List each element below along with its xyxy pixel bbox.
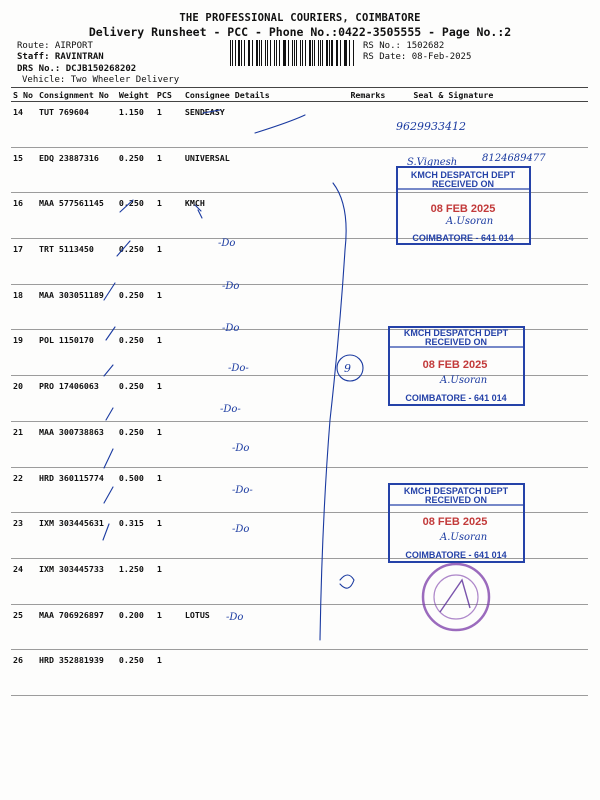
table-row xyxy=(11,193,588,239)
cell-consignment-no: MAA 300738863 xyxy=(37,421,117,467)
cell-pcs: 1 xyxy=(155,239,183,285)
table-row xyxy=(11,467,588,513)
col-header-consignee: Consignee Details xyxy=(183,88,349,102)
barcode-bar xyxy=(248,40,249,66)
barcode-bar xyxy=(296,40,297,66)
cell-pcs: 1 xyxy=(155,147,183,193)
barcode-bar xyxy=(244,40,245,66)
ditto-mark: -Do xyxy=(232,443,250,454)
col-header-sno: S No xyxy=(11,88,37,102)
cell-weight: 0.500 xyxy=(117,467,155,513)
barcode-bar xyxy=(270,40,272,66)
barcode-bar xyxy=(284,40,285,66)
table-row xyxy=(11,650,588,696)
cell-consignment-no: PRO 17406063 xyxy=(37,376,117,422)
col-header-seal: Seal & Signature xyxy=(387,88,588,102)
barcode-bar xyxy=(329,40,330,66)
barcode-bar xyxy=(309,40,310,66)
barcode-bar xyxy=(230,40,231,66)
barcode-bar xyxy=(249,40,250,66)
cell-seal-signature xyxy=(387,239,588,285)
cell-remarks xyxy=(348,193,387,239)
cell-weight: 0.250 xyxy=(117,421,155,467)
cell-consignee xyxy=(183,284,349,330)
cell-remarks xyxy=(348,284,387,330)
cell-consignment-no: TRT 5113450 xyxy=(37,239,117,285)
cell-consignee xyxy=(183,650,349,696)
ditto-mark: -Do xyxy=(218,238,236,249)
cell-pcs: 1 xyxy=(155,284,183,330)
cell-consignment-no: IXM 303445631 xyxy=(37,513,117,559)
cell-consignee xyxy=(183,421,349,467)
stamp-received: RECEIVED ON xyxy=(424,495,488,505)
cell-consignee xyxy=(183,558,349,604)
cell-weight: 0.250 xyxy=(117,147,155,193)
vehicle-label: Vehicle: Two Wheeler Delivery xyxy=(22,75,180,85)
cell-remarks xyxy=(348,467,387,513)
cell-pcs: 1 xyxy=(155,467,183,513)
cell-sno: 26 xyxy=(11,650,37,696)
barcode-bar xyxy=(276,40,277,66)
cell-seal-signature xyxy=(387,604,588,650)
cell-pcs: 1 xyxy=(155,650,183,696)
cell-consignment-no: HRD 360115774 xyxy=(37,467,117,513)
ditto-mark: -Do xyxy=(232,524,250,535)
barcode-bar xyxy=(261,40,262,66)
barcode-bar xyxy=(267,40,268,66)
cell-consignee: LOTUS xyxy=(183,604,349,650)
stamp-city: COIMBATORE - 641 014 xyxy=(405,393,507,403)
cell-seal-signature xyxy=(387,421,588,467)
barcode-bar xyxy=(318,40,319,66)
barcode-bar xyxy=(337,40,338,66)
cell-remarks xyxy=(348,513,387,559)
barcode-bar xyxy=(294,40,295,66)
cell-pcs: 1 xyxy=(155,193,183,239)
cell-remarks xyxy=(348,421,387,467)
table-row xyxy=(11,513,588,559)
barcode-bar xyxy=(292,40,293,66)
barcode-bar xyxy=(300,40,301,66)
stamp-dept: KMCH DESPATCH DEPT xyxy=(410,170,516,180)
cell-sno: 16 xyxy=(11,193,37,239)
barcode-bar xyxy=(353,40,354,66)
ditto-mark: -Do- xyxy=(220,404,241,415)
cell-pcs: 1 xyxy=(155,376,183,422)
table-row xyxy=(11,604,588,650)
cell-weight: 0.250 xyxy=(117,193,155,239)
col-header-pcs: PCS xyxy=(155,88,183,102)
col-header-consignment: Consignment No xyxy=(37,88,117,102)
stamp-date: 08 FEB 2025 xyxy=(422,516,488,528)
cell-seal-signature xyxy=(387,467,588,513)
stamp-dept: KMCH DESPATCH DEPT xyxy=(403,328,509,338)
barcode-bar xyxy=(305,40,307,66)
runsheet-table xyxy=(11,87,588,696)
ditto-mark: -Do xyxy=(222,323,240,334)
barcode-bar xyxy=(349,40,350,66)
barcode-bar xyxy=(314,40,315,66)
cell-sno: 17 xyxy=(11,239,37,285)
barcode-bar xyxy=(331,40,332,66)
barcode-bar xyxy=(302,40,303,66)
runsheet-subtitle: Delivery Runsheet - PCC - Phone No.:0422-3505555 - Page No.:2 xyxy=(88,25,512,39)
cell-consignment-no: MAA 706926897 xyxy=(37,604,117,650)
signature-phone-2: 8124689477 xyxy=(482,153,546,164)
table-row xyxy=(11,284,588,330)
table-row xyxy=(11,558,588,604)
barcode-bar xyxy=(312,40,313,66)
cell-remarks xyxy=(348,604,387,650)
cell-weight: 0.250 xyxy=(117,330,155,376)
cell-remarks xyxy=(348,558,387,604)
cell-consignee xyxy=(183,330,349,376)
cell-sno: 21 xyxy=(11,421,37,467)
cell-consignee xyxy=(183,467,349,513)
cell-consignment-no: MAA 577561145 xyxy=(37,193,117,239)
cell-consignment-no: POL 1150170 xyxy=(37,330,117,376)
table-row xyxy=(11,239,588,285)
cell-sno: 24 xyxy=(11,558,37,604)
barcode-bar xyxy=(252,40,253,66)
col-header-weight: Weight xyxy=(117,88,155,102)
table-row xyxy=(11,330,588,376)
cell-pcs: 1 xyxy=(155,102,183,148)
cell-sno: 22 xyxy=(11,467,37,513)
cell-sno: 20 xyxy=(11,376,37,422)
barcode-bar xyxy=(259,40,260,66)
cell-seal-signature xyxy=(387,102,588,148)
table-row xyxy=(11,421,588,467)
stamp-date: 08 FEB 2025 xyxy=(422,359,488,371)
stamp-received: RECEIVED ON xyxy=(424,337,488,347)
cell-weight: 0.250 xyxy=(117,376,155,422)
cell-consignee: SENDEASY xyxy=(183,102,349,148)
signature-phone: 9629933412 xyxy=(396,120,466,133)
cell-seal-signature xyxy=(387,193,588,239)
cell-weight: 1.250 xyxy=(117,558,155,604)
cell-remarks xyxy=(348,650,387,696)
cell-consignee: KMCH xyxy=(183,193,349,239)
barcode-bar xyxy=(326,40,328,66)
cell-pcs: 1 xyxy=(155,421,183,467)
cell-pcs: 1 xyxy=(155,558,183,604)
cell-consignment-no: HRD 352881939 xyxy=(37,650,117,696)
barcode-bar xyxy=(241,40,242,66)
stamp-date: 08 FEB 2025 xyxy=(430,203,496,215)
cell-seal-signature xyxy=(387,147,588,193)
drs-number: DRS No.: DCJB150268202 xyxy=(17,64,137,74)
cell-remarks xyxy=(348,147,387,193)
cell-sno: 14 xyxy=(11,102,37,148)
cell-sno: 19 xyxy=(11,330,37,376)
cell-weight: 0.250 xyxy=(117,284,155,330)
circled-number: 9 xyxy=(344,362,351,375)
barcode-bar xyxy=(345,40,347,66)
barcode-bar xyxy=(344,40,345,66)
stamp-received: RECEIVED ON xyxy=(431,179,495,189)
rs-date: RS Date: 08-Feb-2025 xyxy=(363,52,472,62)
cell-seal-signature xyxy=(387,513,588,559)
cell-remarks xyxy=(348,102,387,148)
stamp-city: COIMBATORE - 641 014 xyxy=(405,550,507,560)
staff-label: Staff: RAVINTRAN xyxy=(17,52,104,62)
barcode-bar xyxy=(235,40,236,66)
cell-pcs: 1 xyxy=(155,604,183,650)
barcode-bar xyxy=(320,40,321,66)
cell-sno: 23 xyxy=(11,513,37,559)
cell-seal-signature xyxy=(387,284,588,330)
cell-consignment-no: TUT 769604 xyxy=(37,102,117,148)
cell-weight: 1.150 xyxy=(117,102,155,148)
stamp-dept: KMCH DESPATCH DEPT xyxy=(403,486,509,496)
cell-sno: 18 xyxy=(11,284,37,330)
barcode-bar xyxy=(265,40,266,66)
barcode-bar xyxy=(256,40,258,66)
route-label: Route: AIRPORT xyxy=(17,41,93,51)
cell-seal-signature xyxy=(387,330,588,376)
cell-consignee: UNIVERSAL xyxy=(183,147,349,193)
table-header-row xyxy=(11,88,588,102)
ditto-mark: -Do- xyxy=(232,485,253,496)
cell-pcs: 1 xyxy=(155,330,183,376)
barcode-bar xyxy=(238,40,240,66)
received-by: A.Usoran xyxy=(440,375,488,386)
barcode-bar xyxy=(274,40,275,66)
table-row xyxy=(11,376,588,422)
cell-consignee xyxy=(183,239,349,285)
rs-number: RS No.: 1502682 xyxy=(363,41,445,51)
cell-weight: 0.315 xyxy=(117,513,155,559)
cell-consignment-no: EDQ 23887316 xyxy=(37,147,117,193)
company-title: THE PROFESSIONAL COURIERS, COIMBATORE xyxy=(179,12,421,24)
cell-seal-signature xyxy=(387,650,588,696)
stamp-city: COIMBATORE - 641 014 xyxy=(412,233,514,243)
received-by: A.Usoran xyxy=(440,532,488,543)
barcode-bar xyxy=(288,40,290,66)
barcode-bar xyxy=(232,40,233,66)
barcode-bar xyxy=(340,40,341,66)
cell-pcs: 1 xyxy=(155,513,183,559)
barcode xyxy=(230,40,355,66)
barcode-bar xyxy=(283,40,284,66)
cell-seal-signature xyxy=(387,376,588,422)
barcode-bar xyxy=(279,40,280,66)
barcode-bar xyxy=(336,40,337,66)
cell-weight: 0.200 xyxy=(117,604,155,650)
ditto-mark: -Do xyxy=(226,612,244,623)
cell-weight: 0.250 xyxy=(117,239,155,285)
cell-sno: 15 xyxy=(11,147,37,193)
cell-remarks xyxy=(348,376,387,422)
cell-seal-signature xyxy=(387,558,588,604)
table-row xyxy=(11,147,588,193)
cell-remarks xyxy=(348,330,387,376)
ditto-mark: -Do- xyxy=(228,363,249,374)
cell-consignment-no: MAA 303051189 xyxy=(37,284,117,330)
cell-sno: 25 xyxy=(11,604,37,650)
cell-consignee xyxy=(183,513,349,559)
ditto-mark: -Do xyxy=(222,281,240,292)
cell-remarks xyxy=(348,239,387,285)
cell-weight: 0.250 xyxy=(117,650,155,696)
received-by: A.Usoran xyxy=(446,216,494,227)
signature-name: S.Vignesh xyxy=(407,157,458,168)
table-row xyxy=(11,102,588,148)
col-header-remarks: Remarks xyxy=(350,89,386,100)
cell-consignee xyxy=(183,376,349,422)
barcode-bar xyxy=(322,40,323,66)
cell-consignment-no: IXM 303445733 xyxy=(37,558,117,604)
